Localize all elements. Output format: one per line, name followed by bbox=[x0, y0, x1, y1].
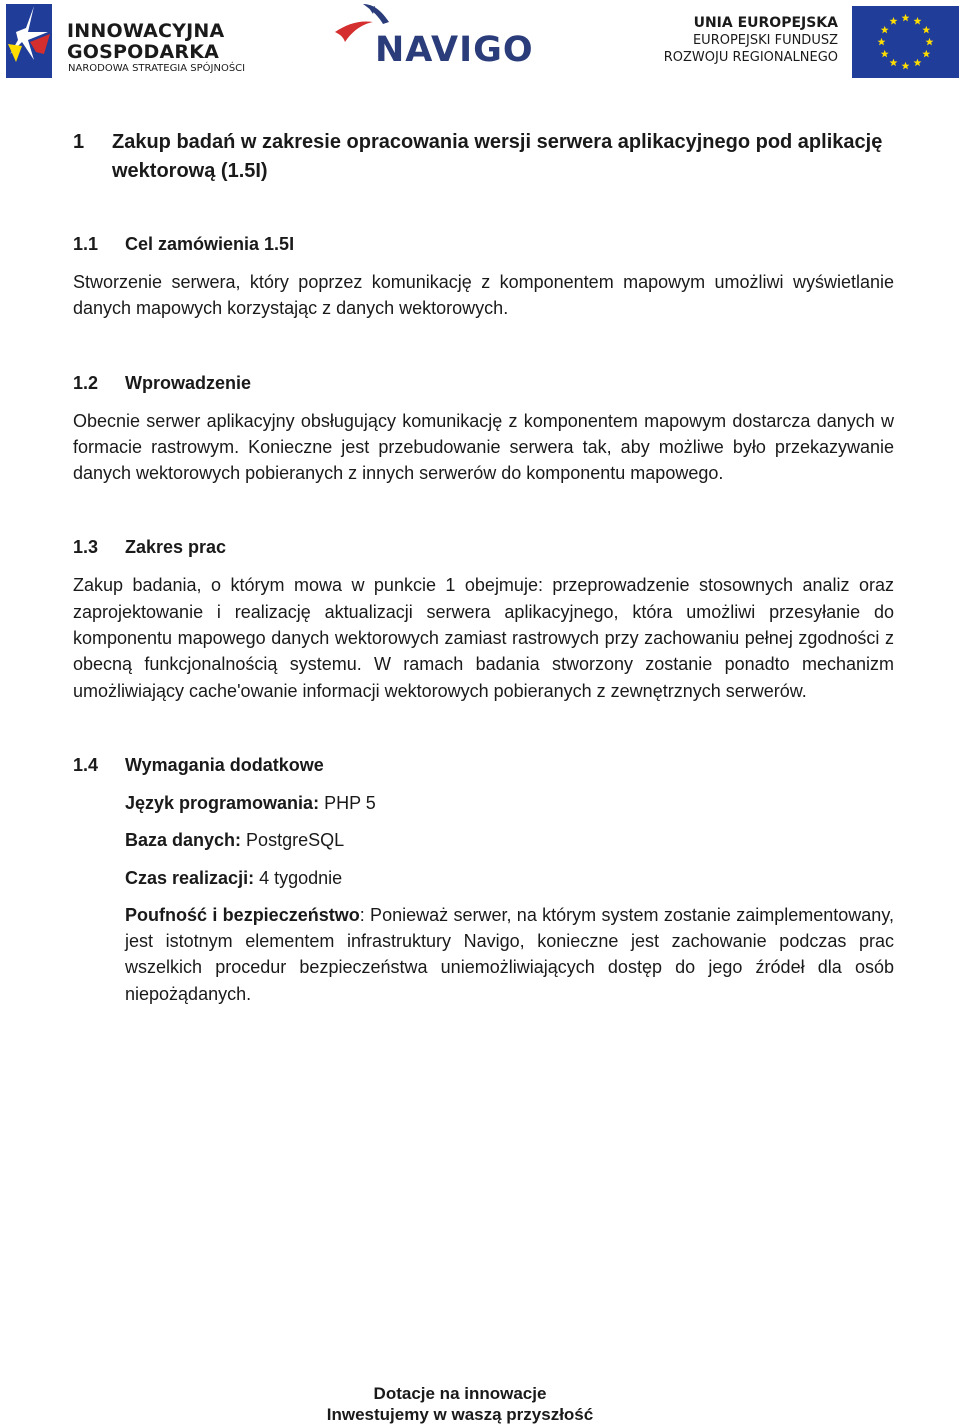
requirement-value: 4 tygodnie bbox=[254, 867, 343, 888]
logo-line-3: NARODOWA STRATEGIA SPÓJNOŚCI bbox=[68, 63, 246, 74]
eu-flag-icon bbox=[852, 6, 959, 78]
requirement-label: Czas realizacji: bbox=[125, 867, 255, 888]
page-footer bbox=[0, 1383, 920, 1425]
section-1-2-heading bbox=[73, 370, 894, 396]
eu-line-3: ROZWOJU REGIONALNEGO bbox=[663, 50, 838, 65]
section-title: Zakres prac bbox=[125, 537, 227, 558]
eu-fund-text bbox=[664, 14, 838, 66]
requirement-value: PHP 5 bbox=[319, 792, 376, 813]
navigo-wordmark: NAVIGO bbox=[375, 30, 534, 70]
section-1-3-text: Zakup badania, o którym mowa w punkcie 1 obejmuje: przeprowadzenie stosownych analiz oraz zaprojektowanie i realizację aktualizacji serwera aplikacyjnego, która umożliwi przesyłanie do komponentu mapowego danych wektorowych zamiast rastrowych przy zachowaniu pełnej zgodności z obecną funkcjonalnością systemu. W ramach badania stworzony zostanie ponadto mechanizm umożliwiający cache'owanie informacji wektorowych pobieranych z zewnętrznych serwerów. bbox=[73, 575, 894, 701]
section-1-2-text: Obecnie serwer aplikacyjny obsługujący komunikację z komponentem mapowym dostarcza danych w formacie rastrowym. Konieczne jest przebudowanie serwera tak, aby możliwe było przekazywanie danych wektorowych pobieranych z innych serwerów do komponentu mapowego. bbox=[73, 410, 894, 484]
section-title: Cel zamówienia 1.5I bbox=[125, 234, 295, 254]
logo-line-1: INNOWACYJNA bbox=[67, 20, 225, 42]
navigo-logo bbox=[333, 2, 555, 74]
section-1-1-text: Stworzenie serwera, który poprzez komunikację z komponentem mapowym umożliwi wyświetlanie danych mapowych korzystając z danych wektorowych. bbox=[73, 272, 894, 319]
requirement-language bbox=[125, 790, 894, 816]
document-body bbox=[73, 128, 894, 1007]
innowacyjna-gospodarka-logo bbox=[4, 2, 244, 80]
requirement-value: : Ponieważ serwer, na którym system zostanie zaimplementowany, jest istotnym elementem infrastruktury Navigo, konieczne jest zachowanie podczas prac wszelkich procedur bezpieczeństwa uniemożliwiających dostęp do jego źródeł dla osób niepożądanych. bbox=[125, 904, 894, 1004]
section-number: 1 bbox=[73, 131, 85, 153]
requirement-label: Język programowania: bbox=[125, 792, 320, 813]
section-1-3-heading bbox=[73, 534, 894, 560]
section-number: 1.1 bbox=[73, 234, 99, 254]
requirements-list bbox=[125, 790, 894, 1007]
requirement-security bbox=[125, 902, 894, 1007]
innowacyjna-gospodarka-mark-icon bbox=[4, 2, 54, 80]
eu-line-2: EUROPEJSKI FUNDUSZ bbox=[692, 33, 838, 48]
section-number: 1.2 bbox=[73, 372, 99, 393]
section-1-4-heading bbox=[73, 752, 894, 778]
requirement-label: Poufność i bezpieczeństwo bbox=[125, 904, 360, 925]
requirement-database bbox=[125, 827, 894, 853]
section-title: Zakup badań w zakresie opracowania wersji serwera aplikacyjnego pod aplikację wektorową (1.5I) bbox=[112, 131, 883, 182]
requirement-time bbox=[125, 865, 894, 891]
logo-line-2: GOSPODARKA bbox=[67, 41, 220, 63]
section-number: 1.4 bbox=[73, 754, 99, 775]
footer-line-1: Dotacje na innowacje bbox=[373, 1384, 547, 1403]
requirement-label: Baza danych: bbox=[125, 830, 242, 851]
footer-line-2: Inwestujemy w waszą przyszłość bbox=[326, 1405, 594, 1424]
section-title: Wymagania dodatkowe bbox=[125, 754, 324, 775]
requirement-value: PostgreSQL bbox=[241, 830, 345, 851]
section-1-heading bbox=[73, 128, 894, 186]
section-number: 1.3 bbox=[73, 537, 99, 558]
eu-line-1: UNIA EUROPEJSKA bbox=[693, 15, 838, 31]
section-title: Wprowadzenie bbox=[125, 372, 252, 393]
section-1-1-heading bbox=[73, 231, 894, 257]
